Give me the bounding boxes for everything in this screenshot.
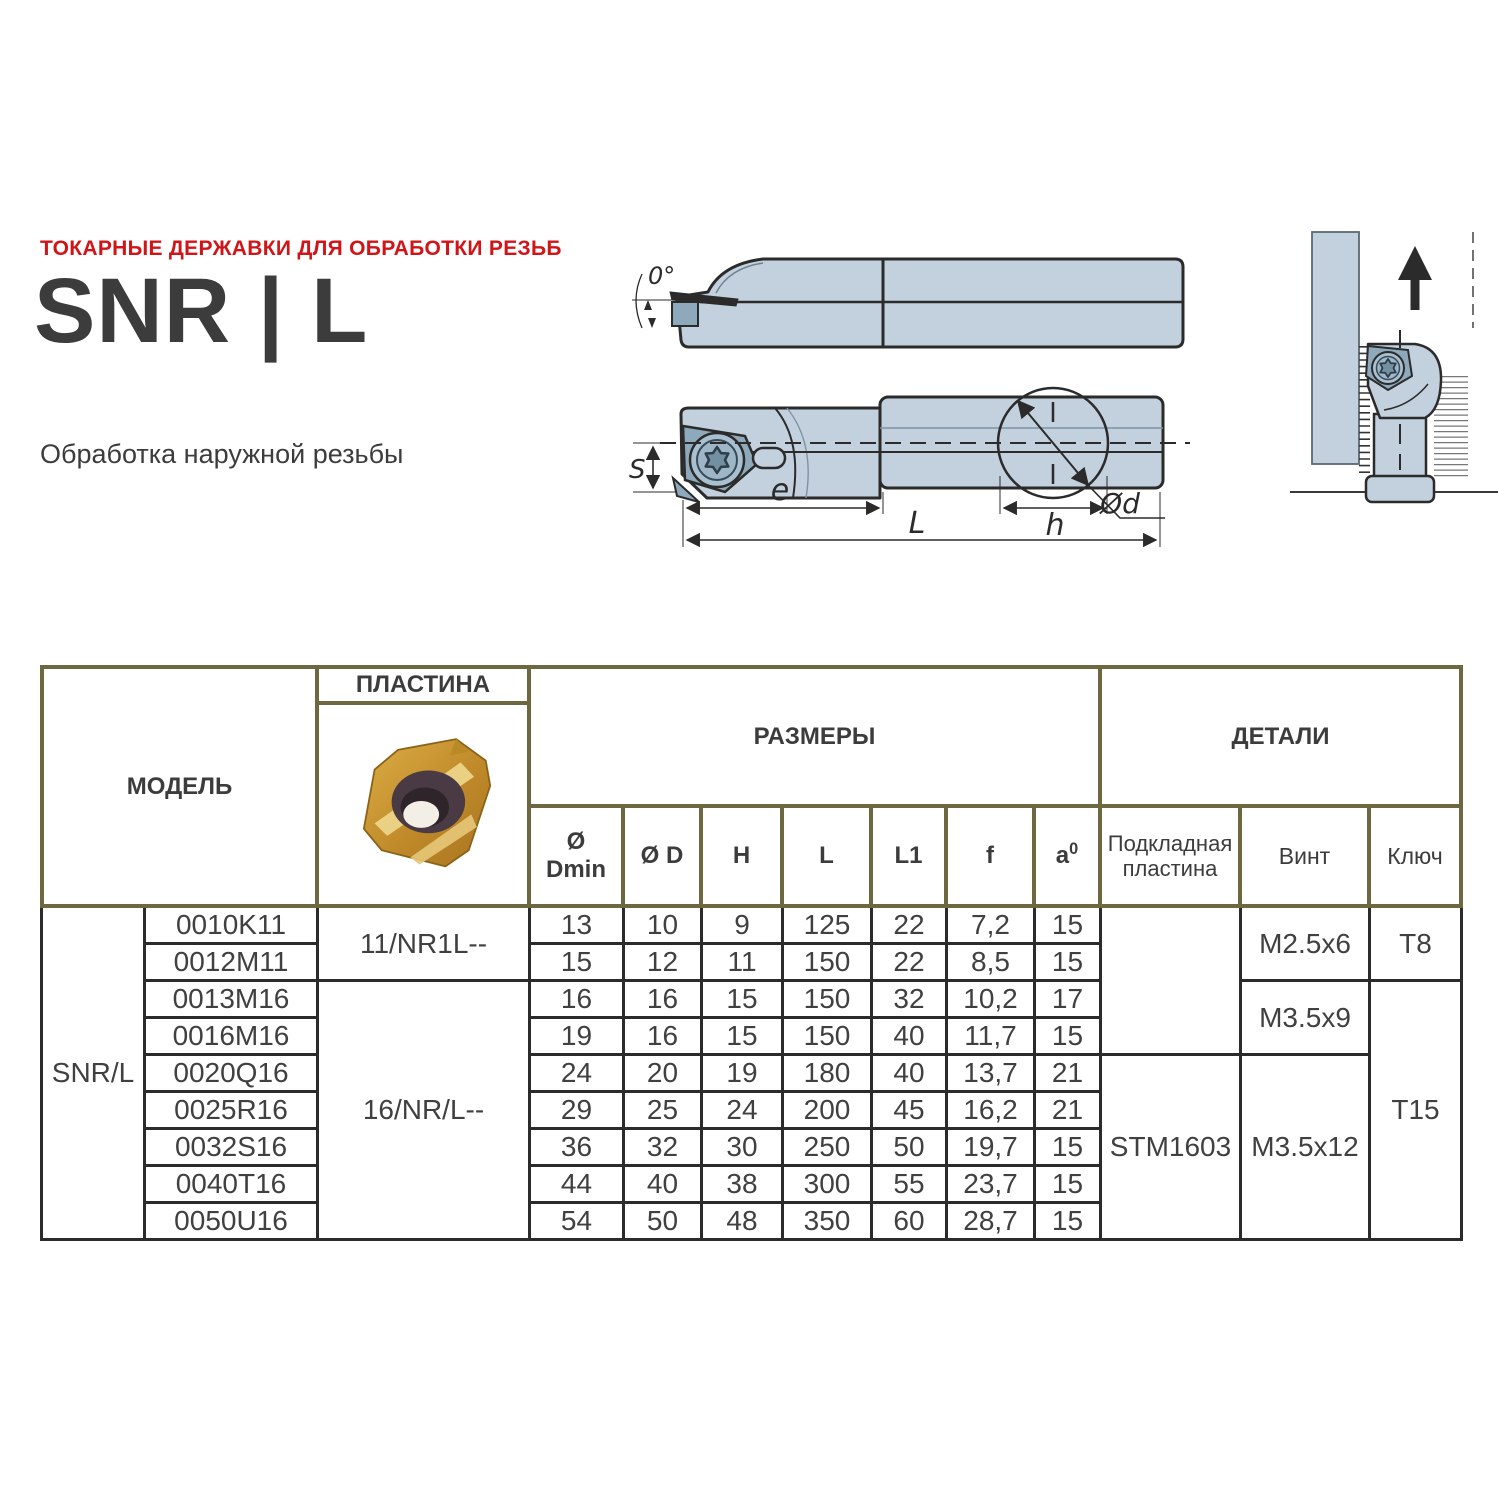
cell-dmin: 15 [531,945,625,982]
cell-f: 19,7 [948,1130,1036,1167]
screw-group-cell: M3.5x12 [1242,1056,1371,1241]
cell-h: 48 [703,1204,784,1241]
cell-a: 15 [1036,908,1102,945]
col-header-h: H [703,808,784,908]
cell-d: 50 [625,1204,703,1241]
cell-a: 15 [1036,1130,1102,1167]
col-header-l1: L1 [873,808,948,908]
model-cell: 0032S16 [146,1130,319,1167]
cell-l1: 45 [873,1093,948,1130]
cell-h: 15 [703,982,784,1019]
cell-dmin: 13 [531,908,625,945]
cell-d: 25 [625,1093,703,1130]
cell-f: 7,2 [948,908,1036,945]
cell-l: 150 [784,982,873,1019]
col-header-shim: Подкладная пластина [1102,808,1242,908]
cell-f: 11,7 [948,1019,1036,1056]
cell-l1: 40 [873,1056,948,1093]
cell-l: 150 [784,945,873,982]
page-subtitle: Обработка наружной резьбы [40,439,404,469]
cell-d: 16 [625,1019,703,1056]
drawing-toolholder-profile-view [625,380,1215,565]
cell-d: 10 [625,908,703,945]
cell-h: 9 [703,908,784,945]
col-header-f: f [948,808,1036,908]
cell-dmin: 44 [531,1167,625,1204]
s-dimension-label: S [629,455,646,485]
series-label-cell: SNR/L [40,908,146,1241]
alpha-base: a [1055,842,1070,869]
shim-group-cell: STM1603 [1102,1056,1242,1241]
feed-direction-arrow-icon [1398,246,1432,310]
col-header-model: МОДЕЛЬ [40,665,319,908]
cell-f: 8,5 [948,945,1036,982]
cell-h: 19 [703,1056,784,1093]
cell-d: 16 [625,982,703,1019]
cell-h: 30 [703,1130,784,1167]
col-header-dimensions: РАЗМЕРЫ [531,665,1102,808]
model-cell: 0050U16 [146,1204,319,1241]
cell-d: 32 [625,1130,703,1167]
cell-a: 15 [1036,1019,1102,1056]
cell-l1: 60 [873,1204,948,1241]
cell-f: 23,7 [948,1167,1036,1204]
cell-l1: 40 [873,1019,948,1056]
cell-dmin: 19 [531,1019,625,1056]
category-title: ТОКАРНЫЕ ДЕРЖАВКИ ДЛЯ ОБРАБОТКИ РЕЗЬБ [40,237,562,260]
cell-dmin: 24 [531,1056,625,1093]
col-header-screw: Винт [1242,808,1371,908]
cell-f: 16,2 [948,1093,1036,1130]
key-group-cell: T15 [1371,982,1463,1241]
model-cell: 0016M16 [146,1019,319,1056]
l-dimension-label: L [908,506,926,541]
model-cell: 0013M16 [146,982,319,1019]
model-cell: 0040T16 [146,1167,319,1204]
dmin-symbol: Ø [566,828,586,856]
cell-f: 10,2 [948,982,1036,1019]
cell-dmin: 29 [531,1093,625,1130]
cell-a: 15 [1036,1204,1102,1241]
cell-l: 180 [784,1056,873,1093]
cell-a: 15 [1036,1167,1102,1204]
col-header-insert: ПЛАСТИНА [319,665,531,705]
model-cell: 0020Q16 [146,1056,319,1093]
cell-f: 13,7 [948,1056,1036,1093]
cell-l1: 50 [873,1130,948,1167]
shim-group-cell [1102,908,1242,1056]
cell-d: 12 [625,945,703,982]
cell-l1: 22 [873,908,948,945]
screw-group-cell: M2.5x6 [1242,908,1371,982]
workpiece-shape [1312,232,1359,464]
col-header-d: Ø D [625,808,703,908]
dmin-label: Dmin [546,856,606,883]
cell-f: 28,7 [948,1204,1036,1241]
cell-dmin: 16 [531,982,625,1019]
page-title: SNR | L [34,260,369,362]
col-header-parts: ДЕТАЛИ [1102,665,1463,808]
model-cell: 0025R16 [146,1093,319,1130]
cell-h: 38 [703,1167,784,1204]
drawing-application-view [1290,218,1500,513]
drawing-toolholder-top-view [630,240,1200,360]
cell-h: 24 [703,1093,784,1130]
cell-a: 17 [1036,982,1102,1019]
cell-d: 20 [625,1056,703,1093]
cell-a: 15 [1036,945,1102,982]
cell-l: 200 [784,1093,873,1130]
col-header-dmin [531,808,625,908]
cell-l: 150 [784,1019,873,1056]
spec-table [40,665,1463,1241]
cell-dmin: 36 [531,1130,625,1167]
cell-l1: 55 [873,1167,948,1204]
cell-dmin: 54 [531,1204,625,1241]
col-header-l: L [784,808,873,908]
alpha-sup: 0 [1069,840,1079,858]
cell-l: 300 [784,1167,873,1204]
cell-a: 21 [1036,1093,1102,1130]
cell-a: 21 [1036,1056,1102,1093]
insert-photo-cell [319,705,531,908]
col-header-alpha [1036,808,1102,908]
col-header-key: Ключ [1371,808,1463,908]
cell-l: 125 [784,908,873,945]
cell-l: 350 [784,1204,873,1241]
cell-d: 40 [625,1167,703,1204]
diameter-label: Ød [1100,487,1140,520]
e-dimension-label: e [770,473,790,508]
key-group-cell: T8 [1371,908,1463,982]
cell-h: 15 [703,1019,784,1056]
cell-l1: 32 [873,982,948,1019]
cell-l: 250 [784,1130,873,1167]
cell-h: 11 [703,945,784,982]
screw-group-cell: M3.5x9 [1242,982,1371,1056]
h-dimension-label: h [1045,508,1065,543]
cell-l1: 22 [873,945,948,982]
angle-label: 0° [648,262,676,290]
insert-group-cell: 11/NR1L-- [319,908,531,982]
threading-insert-photo [328,712,518,898]
model-cell: 0010K11 [146,908,319,945]
insert-group-cell: 16/NR/L-- [319,982,531,1241]
model-cell: 0012M11 [146,945,319,982]
